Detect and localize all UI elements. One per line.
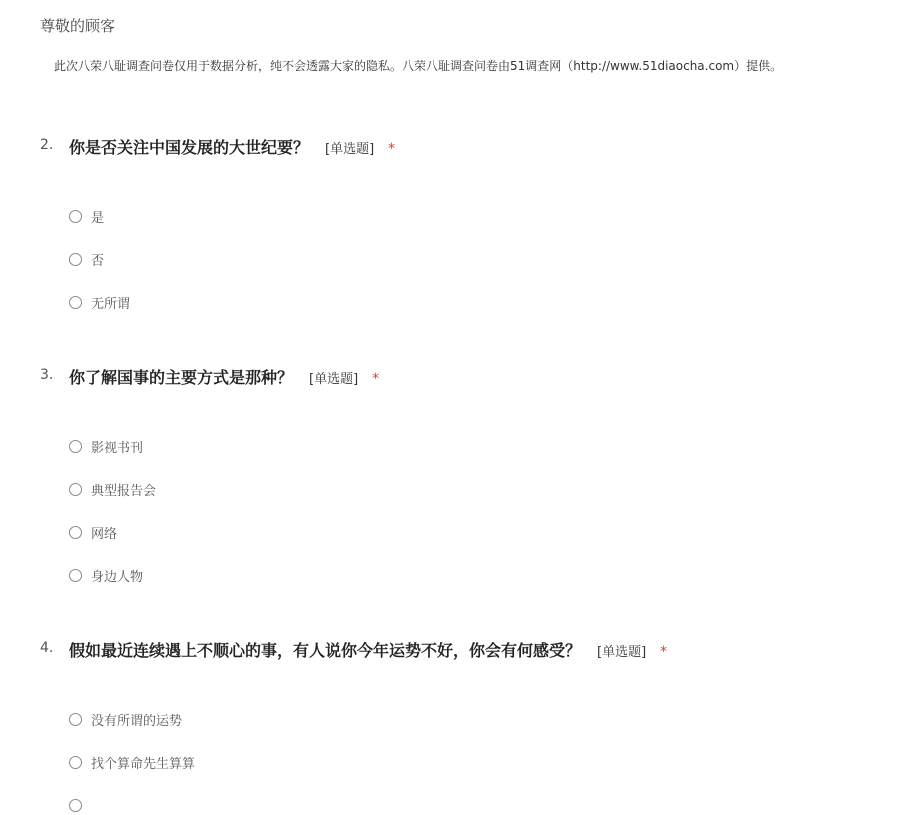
question-type-badge: [单选题]: [597, 645, 647, 660]
option-q2-2[interactable]: [69, 249, 104, 269]
option-label: 找个算命先生算算: [91, 756, 196, 772]
radio-circle-icon[interactable]: [69, 756, 82, 769]
required-star: *: [388, 141, 396, 157]
option-q2-3[interactable]: [69, 292, 130, 312]
option-label: 是: [91, 210, 105, 226]
radio-circle-icon[interactable]: [69, 296, 82, 309]
radio-circle-icon[interactable]: [69, 799, 82, 812]
question-header: [0, 638, 900, 662]
radio-circle-icon[interactable]: [69, 210, 82, 223]
option-label: 影视书刊: [91, 440, 144, 456]
option-q3-2[interactable]: [69, 479, 156, 499]
question-title-row: [69, 638, 667, 661]
option-label: 典型报告会: [91, 483, 157, 499]
question-title: 你了解国事的主要方式是那种？: [69, 368, 294, 387]
question-title-row: [69, 365, 379, 388]
radio-circle-icon[interactable]: [69, 569, 82, 582]
question-number: 2.: [40, 137, 54, 153]
radio-circle-icon[interactable]: [69, 253, 82, 266]
option-label: 否: [91, 253, 105, 269]
option-label: 网络: [91, 526, 118, 542]
option-label: 没有所谓的运势: [91, 713, 183, 729]
greeting: 尊敬的顾客: [40, 17, 116, 35]
option-label: 身边人物: [91, 569, 144, 585]
question-title: 假如最近连续遇上不顺心的事，有人说你今年运势不好，你会有何感受？: [69, 641, 582, 660]
radio-circle-icon[interactable]: [69, 526, 82, 539]
question-title-row: [69, 135, 395, 158]
radio-circle-icon[interactable]: [69, 713, 82, 726]
question-header: [0, 135, 900, 159]
question-type-badge: [单选题]: [325, 142, 375, 157]
option-q3-1[interactable]: [69, 436, 143, 456]
radio-circle-icon[interactable]: [69, 483, 82, 496]
option-q4-3[interactable]: [69, 795, 91, 815]
question-number: 4.: [40, 640, 54, 656]
option-q3-3[interactable]: [69, 522, 117, 542]
question-number: 3.: [40, 367, 54, 383]
survey-intro: 此次八荣八耻调查问卷仅用于数据分析，纯不会透露大家的隐私。八荣八耻调查问卷由51调查网（http://www.51diaocha.com）提供。: [54, 59, 783, 73]
question-header: [0, 365, 900, 389]
option-q4-2[interactable]: [69, 752, 195, 772]
option-label: 无所谓: [91, 296, 131, 312]
question-type-badge: [单选题]: [309, 372, 359, 387]
radio-circle-icon[interactable]: [69, 440, 82, 453]
option-q4-1[interactable]: [69, 709, 182, 729]
question-title: 你是否关注中国发展的大世纪要？: [69, 138, 310, 157]
required-star: *: [660, 644, 668, 660]
option-q3-4[interactable]: [69, 565, 143, 585]
option-q2-1[interactable]: [69, 206, 104, 226]
required-star: *: [372, 371, 380, 387]
